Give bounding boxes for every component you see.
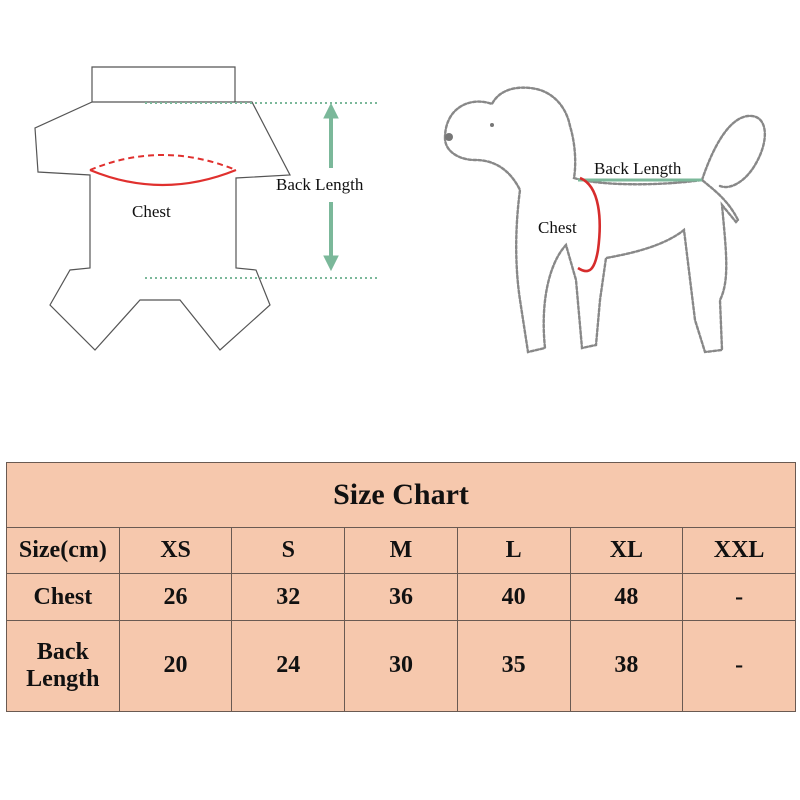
size-header-label: Size(cm) <box>7 528 120 574</box>
size-header-cell: XL <box>570 528 683 574</box>
table-cell: - <box>683 620 796 711</box>
size-chart-title-row <box>7 463 796 528</box>
size-chart-table <box>6 462 796 712</box>
table-cell: 20 <box>119 620 232 711</box>
table-cell: 36 <box>345 574 458 620</box>
table-cell: 38 <box>570 620 683 711</box>
size-chart-title: Size Chart <box>7 463 796 528</box>
table-cell: 32 <box>232 574 345 620</box>
dog-back-length-label: Back Length <box>594 159 682 178</box>
chest-row-label: Chest <box>7 574 120 620</box>
garment-back-length-label: Back Length <box>276 175 364 194</box>
size-header-row <box>7 528 796 574</box>
size-chart <box>6 462 796 712</box>
garment-chest-label: Chest <box>132 202 171 221</box>
table-cell: 26 <box>119 574 232 620</box>
dog-chest-label: Chest <box>538 218 577 237</box>
size-header-cell: S <box>232 528 345 574</box>
table-cell: - <box>683 574 796 620</box>
dog-outline <box>445 88 765 352</box>
size-header-cell: XS <box>119 528 232 574</box>
table-cell: 40 <box>457 574 570 620</box>
table-cell: 48 <box>570 574 683 620</box>
back-length-row <box>7 620 796 711</box>
dog-chest-arc <box>578 178 600 271</box>
garment-chest-ellipse <box>90 155 236 185</box>
table-cell: 30 <box>345 620 458 711</box>
size-header-cell: M <box>345 528 458 574</box>
back-length-row-label: Back Length <box>7 620 120 711</box>
chest-row <box>7 574 796 620</box>
table-cell: 24 <box>232 620 345 711</box>
dog-nose <box>445 133 453 141</box>
size-header-cell: L <box>457 528 570 574</box>
table-cell: 35 <box>457 620 570 711</box>
size-header-cell: XXL <box>683 528 796 574</box>
dog-eye <box>490 123 494 127</box>
